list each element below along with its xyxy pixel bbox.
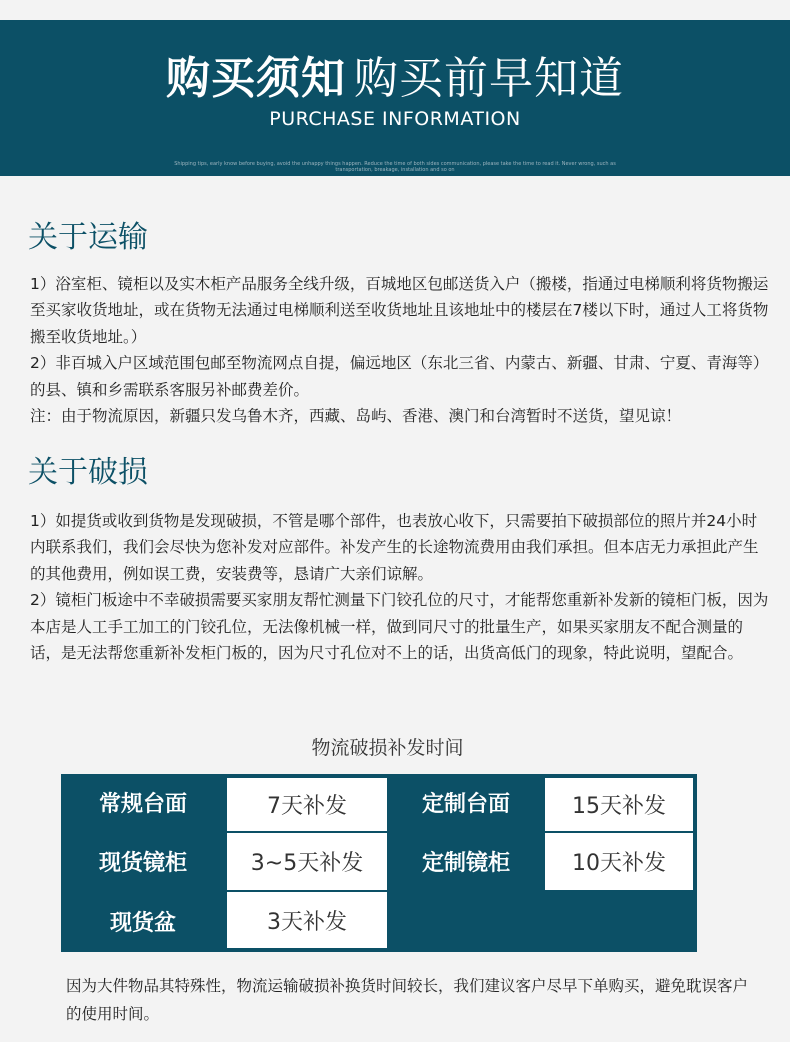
table-cell-value: 3天补发	[227, 892, 387, 948]
table-cell-header: 定制台面	[421, 792, 510, 817]
table-cell-header: 现货镜柜	[98, 851, 187, 876]
table-cell-empty	[545, 892, 693, 950]
table-cell-header: 定制镜柜	[421, 851, 510, 876]
banner-title	[0, 51, 790, 107]
shipping-line: 1）浴室柜、镜柜以及实木柜产品服务全线升级，百城地区包邮送货入户（搬楼，指通过电梯顺利将货物搬运至买家收货地址，或在货物无法通过电梯顺利送至收货地址且该地址中的楼层在7楼以下时，通过人工将货物搬至收货地址。）	[30, 275, 769, 346]
shipping-section-title: 关于运输	[28, 220, 148, 255]
table-cell-value: 3~5天补发	[227, 833, 387, 890]
table-cell-value: 10天补发	[545, 833, 693, 890]
table-cell-value: 7天补发	[227, 778, 387, 831]
footer-note: 因为大件物品其特殊性，物流运输破损补换货时间较长，我们建议客户尽早下单购买，避免耽误客户的使用时间。	[66, 977, 749, 1023]
table-cell-header: 常规台面	[98, 792, 187, 817]
shipping-note: 注：由于物流原因，新疆只发乌鲁木齐，西藏、岛屿、香港、澳门和台湾暂时不送货，望见谅！	[30, 407, 682, 426]
damage-section-title: 关于破损	[28, 455, 148, 490]
table-caption: 物流破损补发时间	[311, 737, 464, 759]
shipping-text	[30, 271, 772, 429]
table-cell-empty	[389, 892, 543, 950]
damage-text	[30, 508, 772, 666]
shipping-line: 2）非百城入户区域范围包邮至物流网点自提，偏远地区（东北三省、内蒙古、新疆、甘肃、宁夏、青海等）的县、镇和乡需联系客服另补邮费差价。	[30, 354, 769, 399]
banner-title-light: 购买前早知道	[354, 53, 624, 104]
table-cell-value: 15天补发	[545, 778, 693, 831]
damage-line: 1）如提货或收到货物是发现破损，不管是哪个部件，也表放心收下，只需要拍下破损部位的照片并24小时内联系我们，我们会尽快为您补发对应部件。补发产生的长途物流费用由我们承担。但本店无力承担此产生的其他费用，例如误工费，安装费等，恳请广大亲们谅解。	[30, 512, 759, 583]
banner-subtitle: PURCHASE INFORMATION	[269, 108, 521, 130]
header-banner	[0, 20, 790, 176]
damage-line: 2）镜柜门板途中不幸破损需要买家朋友帮忙测量下门铰孔位的尺寸，才能帮您重新补发新的镜柜门板，因为本店是人工手工加工的门铰孔位，无法像机械一样，做到同尺寸的批量生产，如果买家朋友不配合测量的话，是无法帮您重新补发柜门板的，因为尺寸孔位对不上的话，出货高低门的现象，特此说明，望配合。	[30, 591, 769, 663]
banner-fine-print: Shipping tips, early know before buying, avoid the unhappy things happen. Reduce the time of both sides communication, please take the time to read it. Never wrong, such as transportation, breakage, installation and so on	[174, 161, 616, 173]
table-cell-header: 现货盆	[109, 910, 176, 936]
replacement-time-table	[61, 774, 697, 952]
banner-title-bold: 购买须知	[166, 53, 346, 104]
